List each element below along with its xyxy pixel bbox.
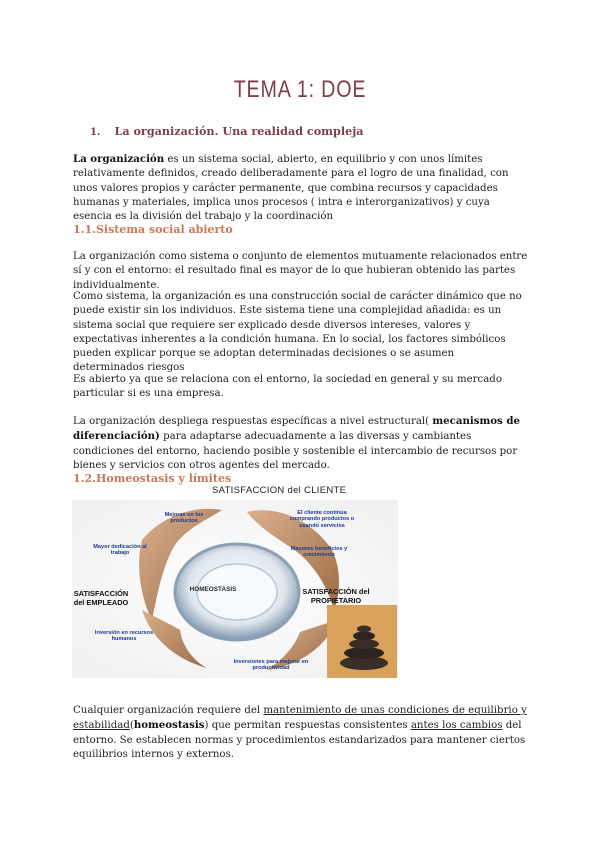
label-satisfaccion-propietario: SATISFACCIÓN del PROPIETARIO <box>302 587 370 605</box>
page-title: TEMA 1: DOE <box>233 76 367 103</box>
paragraph-differentiation: La organización despliega respuestas específicas a nivel estructural( mecanismos de diferenciación) para adaptarse adecuadamente a las diversas y cambiantes condiciones del entorno, haciendo posible y sostenible el intercambio de recursos por bienes y servicios con otros agentes del mercado. <box>73 415 520 471</box>
section-title: La organización. Una realidad compleja <box>114 124 364 138</box>
stone-4 <box>353 632 375 641</box>
underlined-equilibrio: mantenimiento de unas condiciones de equilibrio y estabilidad <box>73 705 527 732</box>
section-number: 1. <box>90 127 101 138</box>
underlined-cambios: antes los cambios <box>410 720 503 732</box>
definition-text: es un sistema social, abierto, en equilibrio y con unos límites relativamente definidos, creado deliberadamente para el logro de una finalidad, con unos valores propios y carácter permanente, que combina recursos y capacidades humanas y materiales, implica unos procesos ( intra e interorganizativos) y cuya esencia es la división del trabajo y la coordinación <box>73 154 509 223</box>
label-inversion: Inversión en recursos humanos <box>94 630 154 643</box>
label-mejoras: Mejoras en los productos <box>164 512 204 525</box>
section-heading-1-2: 1.2.Homeostasis y límites <box>73 472 232 485</box>
label-satisfaccion-empleado: SATISFACCIÓN del EMPLEADO <box>73 589 129 607</box>
homeostasis-center-label: HOMEOSTASIS <box>189 586 237 593</box>
label-cliente: El cliente continúa comprando productos o usando servicios <box>289 510 355 529</box>
homeostasis-term: homeostasis <box>133 719 205 732</box>
term-organizacion: La organización <box>73 153 165 165</box>
mechanisms-term: mecanismos de diferenciación) <box>73 415 520 443</box>
section-heading-1-1: 1.1.Sistema social abierto <box>73 223 233 236</box>
label-beneficios: Mayores beneficios y crecimiento <box>290 546 348 559</box>
paragraph-open: Es abierto ya que se relaciona con el entorno, la sociedad en general y su mercado particular si es una empresa. <box>73 374 502 400</box>
paragraph-system: La organización como sistema o conjunto de elementos mutuamente relacionados entre sí y con el entorno: el resultado final es mayor de lo que hubieran obtenido las partes individualmente. <box>73 251 528 291</box>
paragraph-homeostasis: Cualquier organización requiere del mantenimiento de unas condiciones de equilibrio y estabilidad(homeostasis) que permitan respuestas consistentes antes los cambios del entorno. Se establecen normas y procedimientos estandarizados para mantener ciertos equilibrios internos y externos. <box>73 705 527 760</box>
section-heading-1 <box>90 124 364 138</box>
stone-5 <box>357 626 371 633</box>
figure-title: SATISFACCION del CLIENTE <box>212 485 347 496</box>
definition-paragraph <box>73 152 528 224</box>
label-inversiones: Inversiones para mejorar en productividad <box>233 659 309 672</box>
label-dedicacion: Mayor dedicación al trabajo <box>93 544 147 557</box>
paragraph-social-construction: Como sistema, la organización es una construcción social de carácter dinámico que no puede existir sin los individuos. Este sistema tiene una complejidad añadida: es un sistema social que requiere ser explicado desde diversos intereses, valores y expectativas inherentes a la condición humana. En lo social, los factores simbólicos pueden explicar porque se adoptan determinadas decisiones o se asumen determinados riesgos <box>73 291 522 374</box>
